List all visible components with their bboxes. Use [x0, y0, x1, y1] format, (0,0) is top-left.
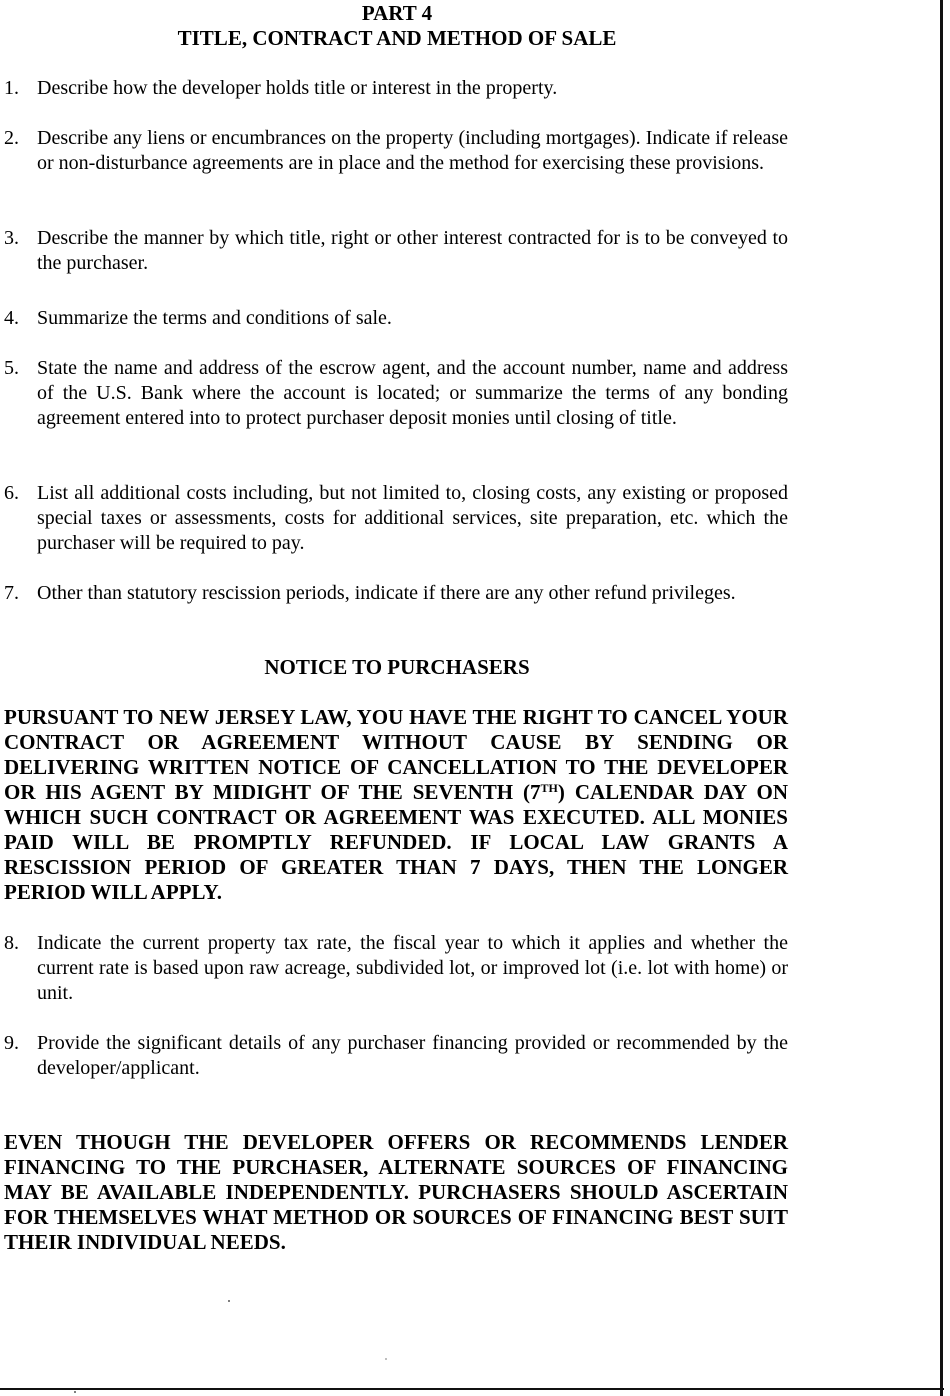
item-number: 8. — [4, 932, 19, 954]
item-text: State the name and address of the escrow agent, and the account number, name and address of the U.S. Bank where the account is located; or summarize the terms of any bonding agreement entered into to protect purchaser deposit monies until closing of title. — [37, 357, 788, 429]
item-number: 5. — [4, 357, 19, 379]
financing-notice: EVEN THOUGH THE DEVELOPER OFFERS OR RECOMMENDS LENDER FINANCING TO THE PURCHASER, ALTERNATE SOURCES OF FINANCING MAY BE AVAILABLE INDEPENDENTLY. PURCHASERS SHOULD ASCERTAIN FOR THEMSELVES WHAT METHOD OR SOURCES OF FINANCING BEST SUIT THEIR INDIVIDUAL NEEDS. — [4, 1130, 788, 1254]
list-item-3 — [4, 226, 788, 276]
item-number: 6. — [4, 482, 19, 504]
list-item-4 — [4, 306, 788, 331]
item-text: Other than statutory rescission periods, indicate if there are any other refund privileges. — [37, 582, 736, 604]
list-item-8 — [4, 931, 788, 1006]
page-title: TITLE, CONTRACT AND METHOD OF SALE — [177, 26, 617, 50]
right-border-line — [940, 0, 943, 1396]
item-text: Indicate the current property tax rate, the fiscal year to which it applies and whether the current rate is based upon raw acreage, subdivided lot, or improved lot (i.e. lot with home) or unit. — [37, 932, 788, 1004]
item-number: 2. — [4, 127, 19, 149]
item-text: Describe how the developer holds title or interest in the property. — [37, 77, 558, 99]
list-item-2 — [4, 126, 788, 176]
scan-speck — [385, 1358, 387, 1360]
item-text: List all additional costs including, but not limited to, closing costs, any existing or proposed special taxes or assessments, costs for additional services, site preparation, etc. which the purchaser will be required to pay. — [37, 482, 788, 554]
notice-text-part-1: PURSUANT TO NEW JERSEY LAW, YOU HAVE THE RIGHT TO CANCEL YOUR CONTRACT OR AGREEMENT WITHOUT CAUSE BY SENDING OR DELIVERING WRITTEN NOTICE OF CANCELLATION TO THE DEVELOPER OR HIS AGENT BY MIDIGHT OF THE SEVENTH (7 — [4, 705, 788, 804]
list-item-9 — [4, 1031, 788, 1081]
item-text: Describe any liens or encumbrances on the property (including mortgages). Indicate if release or non-disturbance agreements are in place and the method for exercising these provisions. — [37, 127, 788, 174]
item-text: Summarize the terms and conditions of sale. — [37, 307, 392, 329]
part-number: PART 4 — [361, 1, 433, 25]
notice-heading: NOTICE TO PURCHASERS — [264, 655, 530, 679]
cancellation-notice — [4, 705, 788, 905]
list-item-5 — [4, 356, 788, 431]
list-item-6 — [4, 481, 788, 556]
item-text: Provide the significant details of any purchaser financing provided or recommended by the developer/applicant. — [37, 1032, 788, 1079]
item-number: 3. — [4, 227, 19, 249]
bottom-border-line — [0, 1388, 944, 1390]
item-number: 9. — [4, 1032, 19, 1054]
notice-text-part-2: ) CALENDAR DAY ON WHICH SUCH CONTRACT OR AGREEMENT WAS EXECUTED. ALL MONIES PAID WILL BE PROMPTLY REFUNDED. IF LOCAL LAW GRANTS A RESCISSION PERIOD OF GREATER THAN 7 DAYS, THEN THE LONGER PERIOD WILL APPLY. — [4, 780, 788, 904]
item-number: 4. — [4, 307, 19, 329]
scan-speck — [228, 1300, 230, 1302]
item-number: 7. — [4, 582, 19, 604]
list-item-7 — [4, 581, 788, 606]
item-text: Describe the manner by which title, right or other interest contracted for is to be conveyed to the purchaser. — [37, 227, 788, 274]
notice-superscript: TH — [540, 781, 558, 795]
list-item-1 — [4, 76, 788, 101]
scan-speck — [74, 1391, 76, 1393]
item-number: 1. — [4, 77, 19, 99]
